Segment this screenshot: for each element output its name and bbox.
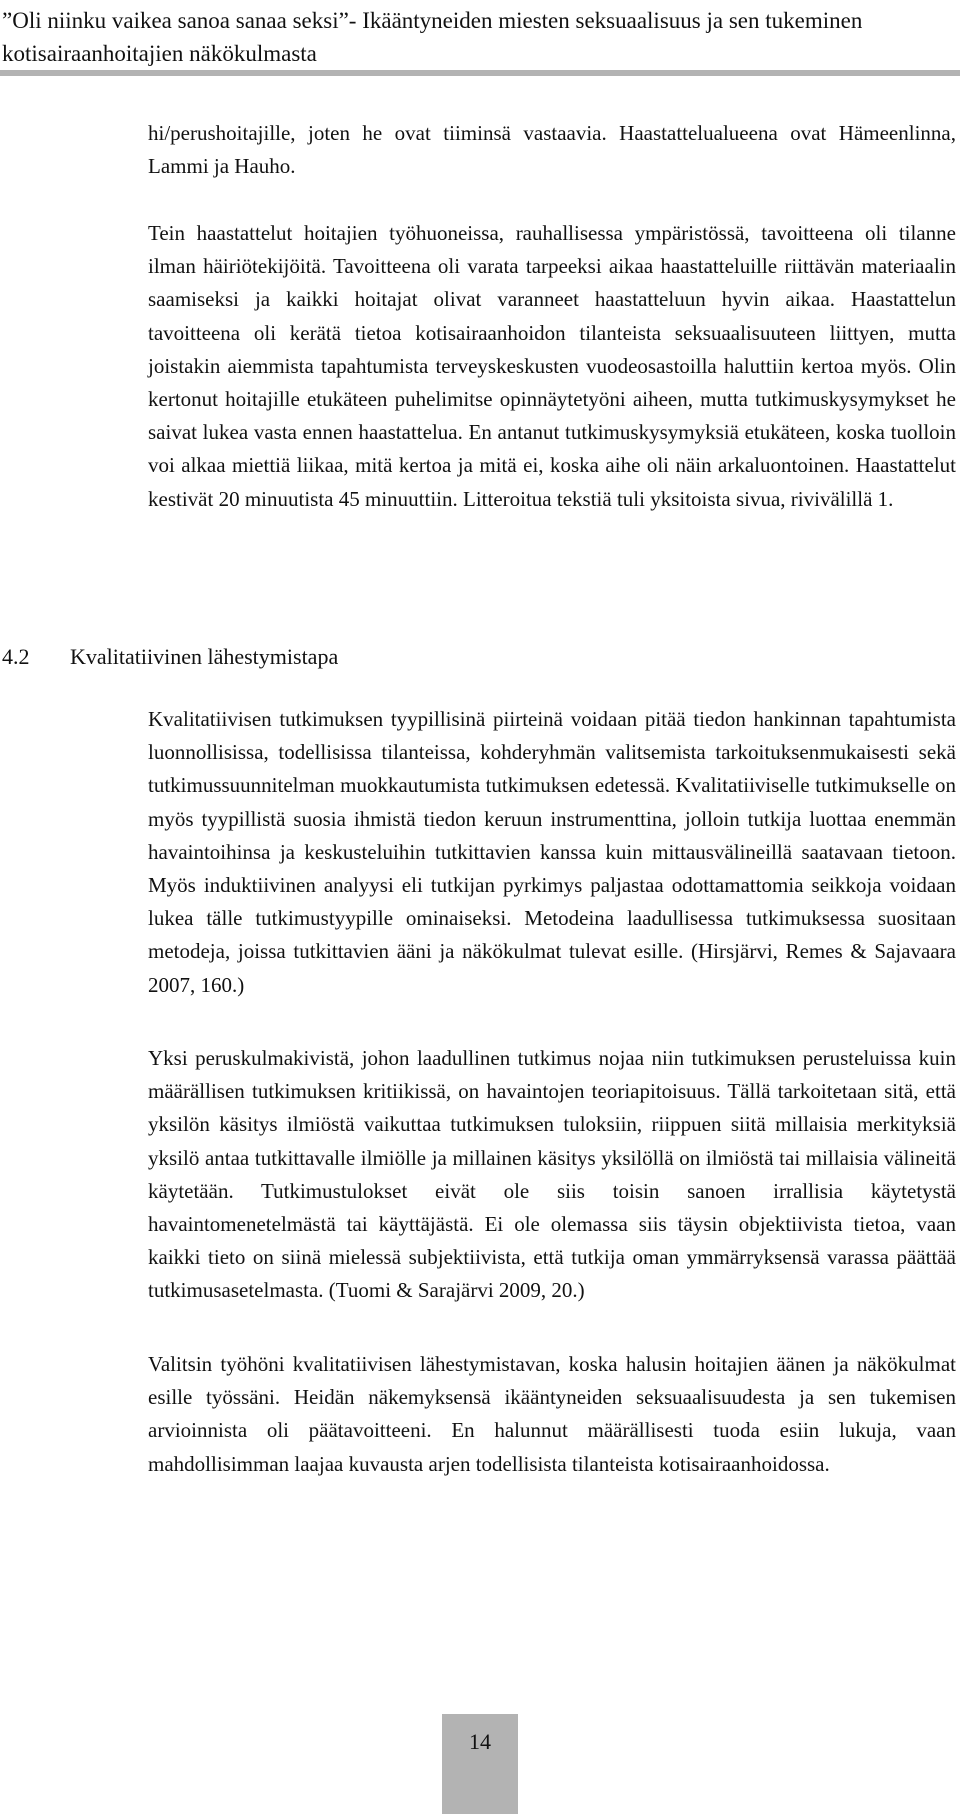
section-title: Kvalitatiivinen lähestymistapa (70, 644, 339, 669)
running-header (0, 0, 960, 78)
running-title: ”Oli niinku vaikea sanoa sanaa seksi”- Ikääntyneiden miesten seksuaalisuus ja sen tukeminen kotisairaanhoitajien näkökulmasta (2, 8, 863, 66)
section-heading (2, 642, 902, 672)
body-paragraph: Tein haastattelut hoitajien työhuoneissa, rauhallisessa ympäristössä, tavoitteena oli tilanne ilman häiriötekijöitä. Tavoitteena oli varata tarpeeksi aikaa haastatteluille riittävän materiaalin saamiseksi ja kaikki hoitajat olivat varanneet haastatteluun hyvin aikaa. Haastattelun tavoitteena oli kerätä tietoa kotisairaanhoidon tilanteista seksuaalisuuteen liittyen, mutta joistakin aiemmista tapahtumista terveyskeskusten vuodeosastoilla haluttiin kertoa myös. Olin kertonut hoitajille etukäteen puhelimitse opinnäytetyöni aiheen, mutta tutkimuskysymykset he saivat lukea vasta ennen haastattelua. En antanut tutkimuskysymyksiä etukäteen, koska tuolloin voi alkaa miettiä liikaa, mitä kertoa ja mitä ei, koska aihe oli näin arkaluontoinen. Haastattelut kestivät 20 minuutista 45 minuuttiin. Litteroitua tekstiä tuli yksitoista sivua, rivivälillä 1. (148, 221, 956, 511)
body-paragraph: hi/perushoitajille, joten he ovat tiiminsä vastaavia. Haastattelualueena ovat Hämeenlinna, Lammi ja Hauho. (148, 121, 956, 179)
body-paragraph: Kvalitatiivisen tutkimuksen tyypillisinä piirteinä voidaan pitää tiedon hankinnan tapahtumista luonnollisissa, todellisissa tilanteissa, kohderyhmän valitsemista tarkoituksenmukaisesti sekä tutkimussuunnitelman muokkautumista tutkimuksen edetessä. Kvalitatiiviselle tutkimukselle on myös tyypillistä suosia ihmistä tiedon keruun instrumenttina, jolloin tutkija luottaa enemmän havaintoihinsa ja keskusteluihin tutkittavien kanssa kuin mittausvälineillä saatavaan tietoon. Myös induktiivinen analyysi eli tutkijan pyrkimys paljastaa odottamattomia seikkoja voidaan lukea tälle tutkimustyypille ominaiseksi. Metodeina laadullisessa tutkimuksessa suositaan metodeja, joissa tutkittavien ääni ja näkökulmat tulevat esille. (Hirsjärvi, Remes & Sajavaara 2007, 160.) (148, 707, 956, 997)
body-paragraph: Valitsin työhöni kvalitatiivisen lähestymistavan, koska halusin hoitajien äänen ja näkökulmat esille työssäni. Heidän näkemyksensä ikääntyneiden seksuaalisuudesta ja sen tukemisen arvioinnista oli päätavoitteeni. En halunnut määrällisesti tuoda esiin lukuja, vaan mahdollisimman laajaa kuvausta arjen todellisista tilanteista kotisairaanhoidossa. (148, 1352, 956, 1476)
body-paragraph: Yksi peruskulmakivistä, johon laadullinen tutkimus nojaa niin tutkimuksen perusteluissa kuin määrällisen tutkimuksen kritiikissä, on havaintojen teoriapitoisuus. Tällä tarkoitetaan sitä, että yksilön käsitys ilmiöstä vaikuttaa tutkimuksen tuloksiin, riippuen siitä millaisia merkityksiä yksilö antaa tutkittavalle ilmiölle ja millainen käsitys yksilöllä on ilmiöstä tai millaisia välineitä käytetään. Tutkimustulokset eivät ole siis toisin sanoen irrallisia käytetystä havaintomenetelmästä tai käyttäjästä. Ei ole olemassa siis täysin objektiivista tietoa, vaan kaikki tieto on siinä mielessä subjektiivista, että tutkija oman ymmärryksensä varassa päättää tutkimusasetelmasta. (Tuomi & Sarajärvi 2009, 20.) (148, 1046, 956, 1303)
header-divider (0, 70, 960, 76)
section-number: 4.2 (2, 644, 30, 669)
page-number-box (442, 1714, 518, 1814)
page-number: 14 (469, 1729, 491, 1754)
